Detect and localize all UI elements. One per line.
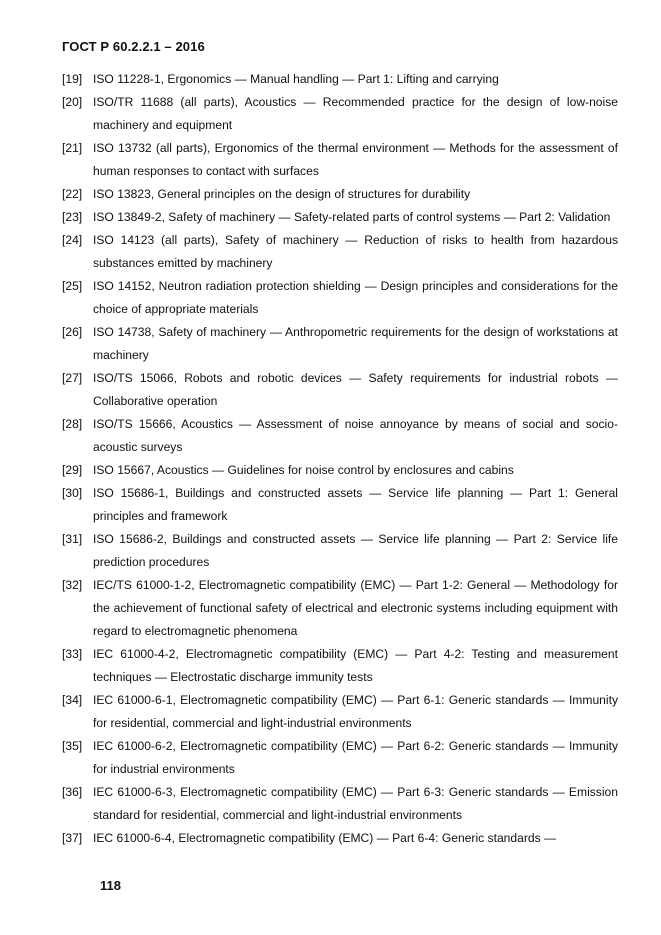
- reference-number: [36]: [62, 785, 83, 799]
- reference-number: [20]: [62, 95, 83, 109]
- reference-item: [62, 528, 618, 574]
- reference-text: IEC 61000-6-4, Electromagnetic compatibility (EMC) — Part 6-4: Generic standards —: [93, 831, 557, 845]
- reference-text: ISO 13732 (all parts), Ergonomics of the thermal environment — Methods for the assessment of human responses to contact with surfaces: [93, 141, 618, 178]
- reference-number: [27]: [62, 371, 83, 385]
- reference-item: [62, 574, 618, 643]
- reference-text: ISO 14738, Safety of machinery — Anthropometric requirements for the design of workstations at machinery: [93, 325, 618, 362]
- reference-number: [22]: [62, 187, 83, 201]
- page-number: 118: [100, 878, 121, 893]
- reference-number: [23]: [62, 210, 83, 224]
- reference-number: [32]: [62, 578, 83, 592]
- reference-number: [30]: [62, 486, 83, 500]
- reference-text: IEC 61000-6-2, Electromagnetic compatibility (EMC) — Part 6-2: Generic standards — Immunity for industrial environments: [93, 739, 618, 776]
- reference-text: ISO 11228-1, Ergonomics — Manual handling — Part 1: Lifting and carrying: [93, 72, 499, 86]
- reference-number: [26]: [62, 325, 83, 339]
- reference-text: ISO 15667, Acoustics — Guidelines for noise control by enclosures and cabins: [93, 463, 514, 477]
- reference-text: ISO 14123 (all parts), Safety of machinery — Reduction of risks to health from hazardous substances emitted by machinery: [93, 233, 618, 270]
- reference-number: [29]: [62, 463, 83, 477]
- reference-number: [37]: [62, 831, 83, 845]
- reference-item: [62, 229, 618, 275]
- reference-text: IEC 61000-4-2, Electromagnetic compatibility (EMC) — Part 4-2: Testing and measurement techniques — Electrostatic discharge immunity tests: [93, 647, 618, 684]
- reference-item: [62, 781, 618, 827]
- reference-item: [62, 459, 618, 482]
- reference-number: [34]: [62, 693, 83, 707]
- reference-text: ISO 15686-2, Buildings and constructed assets — Service life planning — Part 2: Service life prediction procedures: [93, 532, 618, 569]
- reference-text: ISO/TS 15066, Robots and robotic devices — Safety requirements for industrial robots — Collaborative operation: [93, 371, 618, 408]
- reference-text: ISO 13823, General principles on the design of structures for durability: [93, 187, 471, 201]
- reference-text: IEC/TS 61000-1-2, Electromagnetic compatibility (EMC) — Part 1-2: General — Methodology for the achievement of functional safety of electrical and electronic systems including equipment with regard to electromagnetic phenomena: [93, 578, 618, 638]
- reference-text: IEC 61000-6-3, Electromagnetic compatibility (EMC) — Part 6-3: Generic standards — Emission standard for residential, commercial and light-industrial environments: [93, 785, 618, 822]
- reference-number: [19]: [62, 72, 83, 86]
- reference-item: [62, 643, 618, 689]
- reference-text: ISO 14152, Neutron radiation protection shielding — Design principles and considerations for the choice of appropriate materials: [93, 279, 618, 316]
- reference-item: [62, 827, 618, 850]
- reference-item: [62, 91, 618, 137]
- reference-text: ISO/TS 15666, Acoustics — Assessment of noise annoyance by means of social and socio-acoustic surveys: [93, 417, 618, 454]
- reference-item: [62, 367, 618, 413]
- reference-item: [62, 735, 618, 781]
- reference-list: [62, 68, 618, 850]
- reference-number: [33]: [62, 647, 83, 661]
- reference-number: [28]: [62, 417, 83, 431]
- reference-item: [62, 482, 618, 528]
- reference-number: [24]: [62, 233, 83, 247]
- reference-text: ISO 13849-2, Safety of machinery — Safety-related parts of control systems — Part 2: Validation: [93, 210, 611, 224]
- reference-text: ISO 15686-1, Buildings and constructed assets — Service life planning — Part 1: General principles and framework: [93, 486, 618, 523]
- reference-item: [62, 206, 618, 229]
- reference-number: [25]: [62, 279, 83, 293]
- reference-item: [62, 137, 618, 183]
- reference-number: [31]: [62, 532, 83, 546]
- reference-item: [62, 413, 618, 459]
- reference-item: [62, 275, 618, 321]
- reference-text: ISO/TR 11688 (all parts), Acoustics — Recommended practice for the design of low-noise machinery and equipment: [93, 95, 618, 132]
- reference-item: [62, 321, 618, 367]
- document-header: ГОСТ Р 60.2.2.1 – 2016: [62, 39, 205, 54]
- reference-item: [62, 68, 618, 91]
- reference-item: [62, 689, 618, 735]
- reference-number: [35]: [62, 739, 83, 753]
- reference-number: [21]: [62, 141, 83, 155]
- reference-text: IEC 61000-6-1, Electromagnetic compatibility (EMC) — Part 6-1: Generic standards — Immunity for residential, commercial and light-industrial environments: [93, 693, 618, 730]
- reference-item: [62, 183, 618, 206]
